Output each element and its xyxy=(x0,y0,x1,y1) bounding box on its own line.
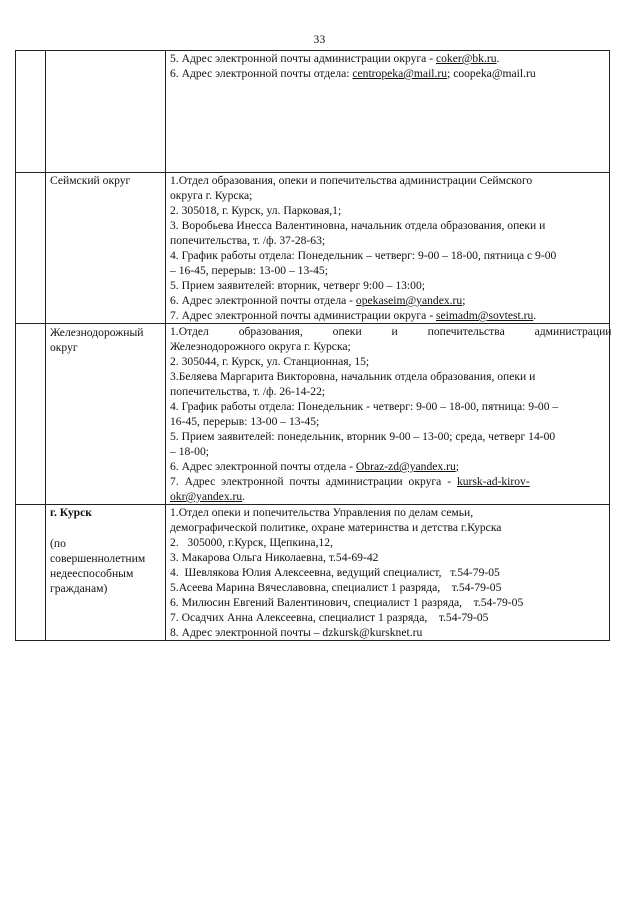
contacts-cell xyxy=(166,505,610,641)
list-item: 2. 305044, г. Курск, ул. Станционная, 15; xyxy=(170,355,370,368)
index-cell xyxy=(16,505,46,641)
table-row xyxy=(16,173,610,324)
list-item: попечительства, т. /ф. 26-14-22; xyxy=(170,385,326,398)
index-cell xyxy=(16,173,46,324)
list-item: 5. Прием заявителей: понедельник, вторник 9-00 – 13-00; среда, четверг 14-00 xyxy=(170,430,556,443)
region-cell xyxy=(46,324,166,505)
list-item: 3. Макарова Ольга Николаевна, т.54-69-42 xyxy=(170,551,379,564)
region-note: (по xyxy=(50,537,66,550)
email-link[interactable]: okr@yandex.ru xyxy=(170,490,243,503)
email-link[interactable]: Obraz-zd@yandex.ru xyxy=(355,460,456,473)
email-link[interactable]: centropeka@mail.ru xyxy=(352,67,448,80)
list-item: okr@yandex.ru. xyxy=(170,490,246,503)
list-item: 4. График работы отдела: Понедельник – четверг: 9-00 – 18-00, пятница с 9-00 xyxy=(170,249,557,262)
email-link[interactable]: seimadm@sovtest.ru xyxy=(435,309,534,322)
table-row xyxy=(16,324,610,505)
email-link[interactable]: kursk-ad-kirov- xyxy=(456,475,530,488)
contacts-table xyxy=(15,50,610,641)
contacts-cell xyxy=(166,173,610,324)
email-link[interactable]: opekaseim@yandex.ru xyxy=(355,294,463,307)
list-item: округа г. Курска; xyxy=(170,189,253,202)
list-item: 7. Адрес электронной почты администрации округа - seimadm@sovtest.ru. xyxy=(170,309,537,322)
table-row xyxy=(16,51,610,173)
list-item: 8. Адрес электронной почты – dzkursk@kursknet.ru xyxy=(170,626,423,639)
index-cell xyxy=(16,51,46,173)
region-name: Сеймский округ xyxy=(50,174,131,187)
list-item: 6. Адрес электронной почты отдела: centropeka@mail.ru; coopeka@mail.ru xyxy=(170,67,536,80)
list-item: 7. Адрес электронной почты администрации округа - kursk-ad-kirov- xyxy=(170,475,530,488)
list-item: 7. Осадчих Анна Алексеевна, специалист 1 разряда, т.54-79-05 xyxy=(170,611,489,624)
list-item: попечительства, т. /ф. 37-28-63; xyxy=(170,234,326,247)
list-item: 5.Асеева Марина Вячеславовна, специалист 1 разряда, т.54-79-05 xyxy=(170,581,502,594)
list-item: 1.Отдел опеки и попечительства Управления по делам семьи, xyxy=(170,506,474,519)
list-item: 5. Прием заявителей: вторник, четверг 9:00 – 13:00; xyxy=(170,279,425,292)
page-number: 33 xyxy=(313,34,326,46)
list-item: демографической политике, охране материнства и детства г.Курска xyxy=(170,521,502,534)
list-item: 2. 305000, г.Курск, Щепкина,12, xyxy=(170,536,333,549)
region-note: гражданам) xyxy=(50,582,108,595)
list-item: 6. Милюсин Евгений Валентинович, специалист 1 разряда, т.54-79-05 xyxy=(170,596,524,609)
list-item: – 16-45, перерыв: 13-00 – 13-45; xyxy=(170,264,328,277)
list-item: 1.Отдел образования, опеки и попечительства администрации xyxy=(170,325,612,338)
region-note: недееспособным xyxy=(50,567,134,580)
region-name: округ xyxy=(50,341,78,354)
list-item: 3. Воробьева Инесса Валентиновна, начальник отдела образования, опеки и xyxy=(170,219,546,232)
list-item: 4. Шевлякова Юлия Алексеевна, ведущий специалист, т.54-79-05 xyxy=(170,566,500,579)
region-note: совершеннолетним xyxy=(50,552,146,565)
list-item: 2. 305018, г. Курск, ул. Парковая,1; xyxy=(170,204,342,217)
region-name: г. Курск xyxy=(50,506,92,519)
email-link[interactable]: coker@bk.ru xyxy=(435,52,497,65)
table-row xyxy=(16,505,610,641)
contacts-cell xyxy=(166,51,610,173)
list-item: Железнодорожного округа г. Курска; xyxy=(170,340,351,353)
region-name: Железнодорожный xyxy=(50,326,144,339)
region-cell xyxy=(46,51,166,173)
list-item: 6. Адрес электронной почты отдела - Obraz-zd@yandex.ru; xyxy=(170,460,459,473)
list-item: 1.Отдел образования, опеки и попечительства администрации Сеймского xyxy=(170,174,533,187)
region-cell xyxy=(46,173,166,324)
list-item: 16-45, перерыв: 13-00 – 13-45; xyxy=(170,415,320,428)
list-item: 4. График работы отдела: Понедельник - четверг: 9-00 – 18-00, пятница: 9-00 – xyxy=(170,400,559,413)
list-item: 6. Адрес электронной почты отдела - opekaseim@yandex.ru; xyxy=(170,294,466,307)
index-cell xyxy=(16,324,46,505)
region-cell xyxy=(46,505,166,641)
contacts-cell xyxy=(166,324,610,505)
list-item: 3.Беляева Маргарита Викторовна, начальник отдела образования, опеки и xyxy=(170,370,536,383)
list-item: – 18-00; xyxy=(170,445,209,458)
list-item: 5. Адрес электронной почты администрации округа - coker@bk.ru. xyxy=(170,52,500,65)
